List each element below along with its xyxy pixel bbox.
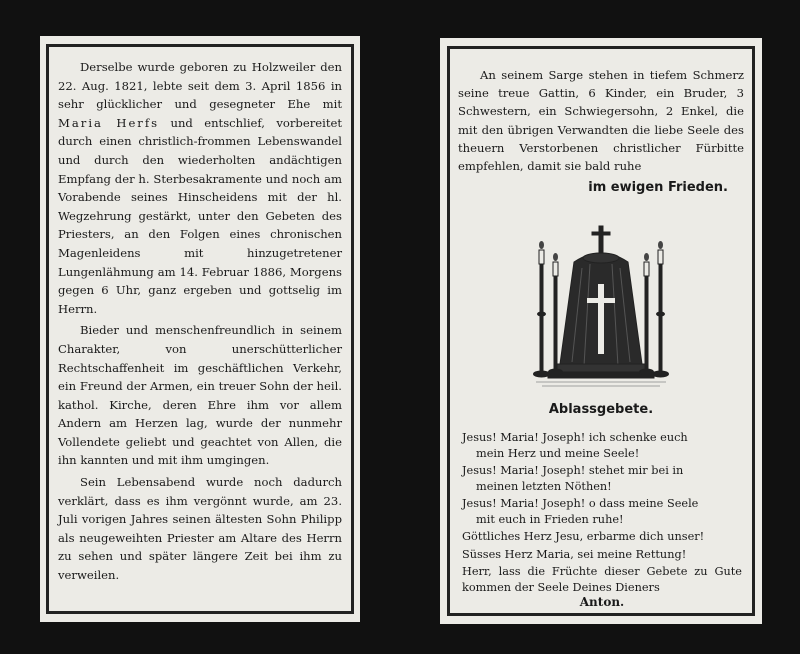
biography-paragraph-1 (58, 58, 342, 318)
final-prayer (462, 564, 742, 611)
prayer-2 (462, 463, 742, 494)
prayer-3-line-2: mit euch in Frieden ruhe! (476, 512, 624, 526)
left-page (40, 36, 360, 622)
prayer-4 (462, 529, 742, 545)
eternal-peace-line: im ewigen Frieden. (588, 180, 728, 195)
prayer-5-line-1: Süsses Herz Maria, sei meine Rettung! (462, 547, 687, 561)
prayer-2-line-1: Jesus! Maria! Joseph! stehet mir bei in (462, 464, 684, 477)
wife-name: Maria Herfs (58, 115, 160, 130)
biography-paragraph-3: Sein Lebensabend wurde noch dadurch verklärt, dass es ihm vergönnt wurde, am 23. Juli vorigen Jahres seinen ältesten Sohn Philipp als neugeweihten Priester am Altare des Herrn zu sehen und später längere Zeit bei ihm zu verweilen. (58, 475, 342, 583)
deceased-name: Anton. (579, 595, 625, 609)
coffin-with-candles-icon (526, 224, 676, 394)
prayer-3-line-1: Jesus! Maria! Joseph! o dass meine Seele (462, 497, 699, 510)
prayer-1-line-2: mein Herz und meine Seele! (476, 446, 640, 460)
biography-paragraph-1-end: und entschlief, vorbereitet durch einen christlich-frommen Lebenswandel und durch den wiederholten andächtigen Empfang der h. Sterbesakramente und noch am Vorabende seines Hinscheidens mit der hl. Wegzehrung gestärkt, unter den Gebeten des Priesters, an den Folgen eines chronischen Magenleidens mit hinzugetretener Lungenlähmung am 14. Februar 1886, Morgens gegen 6 Uhr, ganz ergeben und gottselig im Herrn. (58, 115, 342, 316)
biography-text (58, 58, 342, 588)
prayer-3 (462, 496, 742, 527)
prayer-2-line-2: meinen letzten Nöthen! (476, 479, 612, 493)
prayer-1-line-1: Jesus! Maria! Joseph! ich schenke euch (462, 431, 688, 444)
final-prayer-text: Herr, lass die Früchte dieser Gebete zu Gute kommen der Seele Deines Dieners (462, 565, 742, 594)
indulgence-prayers (462, 430, 742, 613)
biography-paragraph-1-start: Derselbe wurde geboren zu Holzweiler den 22. Aug. 1821, lebte seit dem 3. April 1856 in sehr glücklicher und gesegneter Ehe mit (58, 60, 342, 112)
prayer-4-line-1: Göttliches Herz Jesu, erbarme dich unser! (462, 530, 705, 543)
prayer-1 (462, 430, 742, 461)
right-page (440, 38, 762, 624)
indulgence-prayers-title: Ablassgebete. (548, 402, 654, 417)
mourners-text: An seinem Sarge stehen in tiefem Schmerz seine treue Gattin, 6 Kinder, ein Bruder, 3 Schwestern, ein Schwiegersohn, 2 Enkel, die mit den übrigen Verwandten die liebe Seele des theuern Verstorbenen christlicher Fürbitte empfehlen, damit sie bald ruhe (458, 68, 744, 174)
biography-paragraph-2: Bieder und menschenfreundlich in seinem Charakter, von unerschütterlicher Rechtschaffenheit im geschäftlichen Verkehr, ein Freund der Armen, ein treuer Sohn der heil. kathol. Kirche, deren Ehre ihm vor allem Andern am Herzen lag, wurde der nunmehr Vollendete geliebt und geachtet von Allen, die ihn kannten und mit ihm umgingen. (58, 323, 342, 468)
prayer-5 (462, 547, 742, 563)
